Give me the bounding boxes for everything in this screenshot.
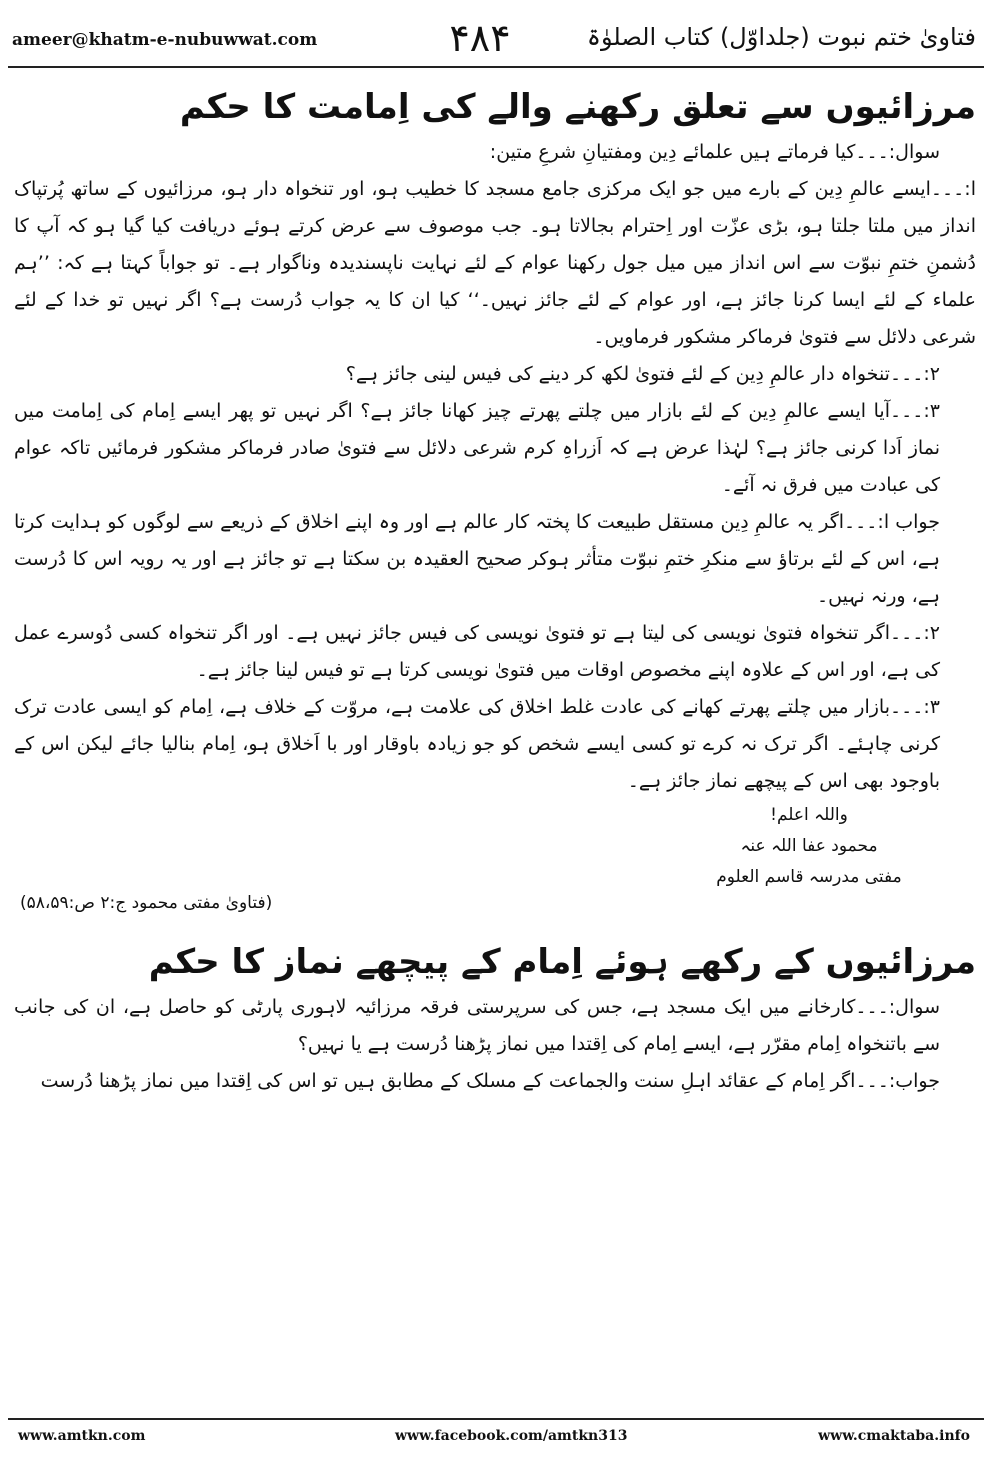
- page-body: [14, 80, 976, 1415]
- page-footer: [0, 1424, 990, 1454]
- reference-citation: (فتاویٰ مفتی محمود ج:۲ ص:۵۸،۵۹): [20, 893, 273, 913]
- page-number: ۴۸۴: [449, 16, 511, 60]
- signoff-title: مفتی مدرسہ قاسم العلوم: [716, 867, 902, 887]
- header-email: ameer@khatm-e-nubuwwat.com: [12, 30, 318, 50]
- footer-rule: [8, 1418, 984, 1420]
- signoff-name: محمود عفا اللہ عنہ: [740, 836, 878, 856]
- question-3: ۳:۔۔۔آیا ایسے عالمِ دِین کے لئے بازار میں چلتے پھرتے چیز کھانا جائز ہے؟ اگر نہیں تو پھر ایسے اِمام کی اِمامت میں نماز اَدا کرنی جائز ہے؟ لہٰذا عرض ہے کہ اَزراہِ کرم شرعی دلائل سے فتویٰ صادر فرماکر مشکور فرمائیں تاکہ عوام کی عبادت میں فرق نہ آئے۔: [14, 400, 940, 496]
- question-1: ا:۔۔۔ایسے عالمِ دِین کے بارے میں جو ایک مرکزی جامع مسجد کا خطیب ہو، اور تنخواہ دار ہو، مرزائیوں کے ساتھ پُرتپاک انداز میں ملتا جلتا ہو، بڑی عزّت اور اِحترام بجالاتا ہو۔ جب موصوف سے عرض کرتے ہوئے دریافت کیا گیا ہو کہ آپ کا دُشمنِ ختمِ نبوّت سے اس انداز میں میل جول رکھنا عوام کے لئے نہایت ناپسندیدہ وناگوار ہے۔ تو جواباً کہتا ہے کہ: ’’ہم علماء کے لئے ایسا کرنا جائز ہے، اور عوام کے لئے جائز نہیں۔‘‘ کیا ان کا یہ جواب دُرست ہے؟ اگر نہیں تو خدا کے لئے شرعی دلائل سے فتویٰ فرماکر مشکور فرماویں۔: [14, 178, 976, 348]
- answer-1: جواب ا:۔۔۔اگر یہ عالمِ دِین مستقل طبیعت کا پختہ کار عالم ہے اور وہ اپنے اخلاق کے ذریعے سے لوگوں کو ہدایت کرتا ہے، اس کے لئے برتاؤ سے منکرِ ختمِ نبوّت متأثر ہوکر صحیح العقیدہ بن سکتا ہے تو جائز ہے اور یہ رویہ اس کا دُرست ہے، ورنہ نہیں۔: [14, 511, 940, 607]
- header-rule: [8, 66, 984, 68]
- section2-heading: مرزائیوں کے رکھے ہوئے اِمام کے پیچھے نماز کا حکم: [148, 942, 976, 982]
- section2-question: سوال:۔۔۔کارخانے میں ایک مسجد ہے، جس کی سرپرستی فرقہ مرزائیہ لاہوری پارٹی کو حاصل ہے، ان کی جانب سے باتنخواہ اِمام مقرّر ہے، ایسے اِمام کی اِقتدا میں نماز پڑھنا دُرست ہے یا نہیں؟: [14, 996, 940, 1055]
- signoff-block: [714, 800, 904, 893]
- page-header: [0, 0, 990, 70]
- answer-2: ۲:۔۔۔اگر تنخواہ فتویٰ نویسی کی لیتا ہے تو فتویٰ نویسی کی فیس جائز نہیں ہے۔ اور اگر تنخواہ کسی دُوسرے عمل کی ہے، اور اس کے علاوہ اپنے مخصوص اوقات میں فتویٰ نویسی کرتا ہے تو فیس لینا جائز ہے۔: [14, 622, 940, 681]
- footer-link-facebook[interactable]: www.facebook.com/amtkn313: [395, 1428, 628, 1444]
- answer-3: ۳:۔۔۔بازار میں چلتے پھرتے کھانے کی عادت غلط اخلاق کی علامت ہے، مروّت کے خلاف ہے، اِمام کو ایسی عادت ترک کرنی چاہئے۔ اگر ترک نہ کرے تو کسی ایسے شخص کو جو زیادہ باوقار اور با اَخلاق ہو، اِمام بنالیا جائے لیکن اس کے باوجود بھی اس کے پیچھے نماز جائز ہے۔: [14, 696, 940, 792]
- signoff-wallahu-alam: واللہ اعلم!: [770, 805, 848, 825]
- footer-link-cmaktaba[interactable]: www.cmaktaba.info: [818, 1428, 970, 1444]
- section2-answer: جواب:۔۔۔اگر اِمام کے عقائد اہلِ سنت والجماعت کے مسلک کے مطابق ہیں تو اس کی اِقتدا میں نماز پڑھنا دُرست: [40, 1070, 940, 1092]
- section1-intro: سوال:۔۔۔کیا فرماتے ہیں علمائے دِین ومفتیانِ شرعِ متین:: [489, 141, 940, 163]
- book-title: فتاویٰ ختم نبوت (جلداوّل) کتاب الصلوٰۃ: [586, 23, 976, 51]
- reference-wrap: [14, 893, 976, 913]
- footer-link-amtkn[interactable]: www.amtkn.com: [18, 1428, 146, 1444]
- section1-heading: مرزائیوں سے تعلق رکھنے والے کی اِمامت کا حکم: [179, 87, 976, 127]
- question-2: ۲:۔۔۔تنخواہ دار عالمِ دِین کے لئے فتویٰ لکھ کر دینے کی فیس لینی جائز ہے؟: [345, 363, 940, 385]
